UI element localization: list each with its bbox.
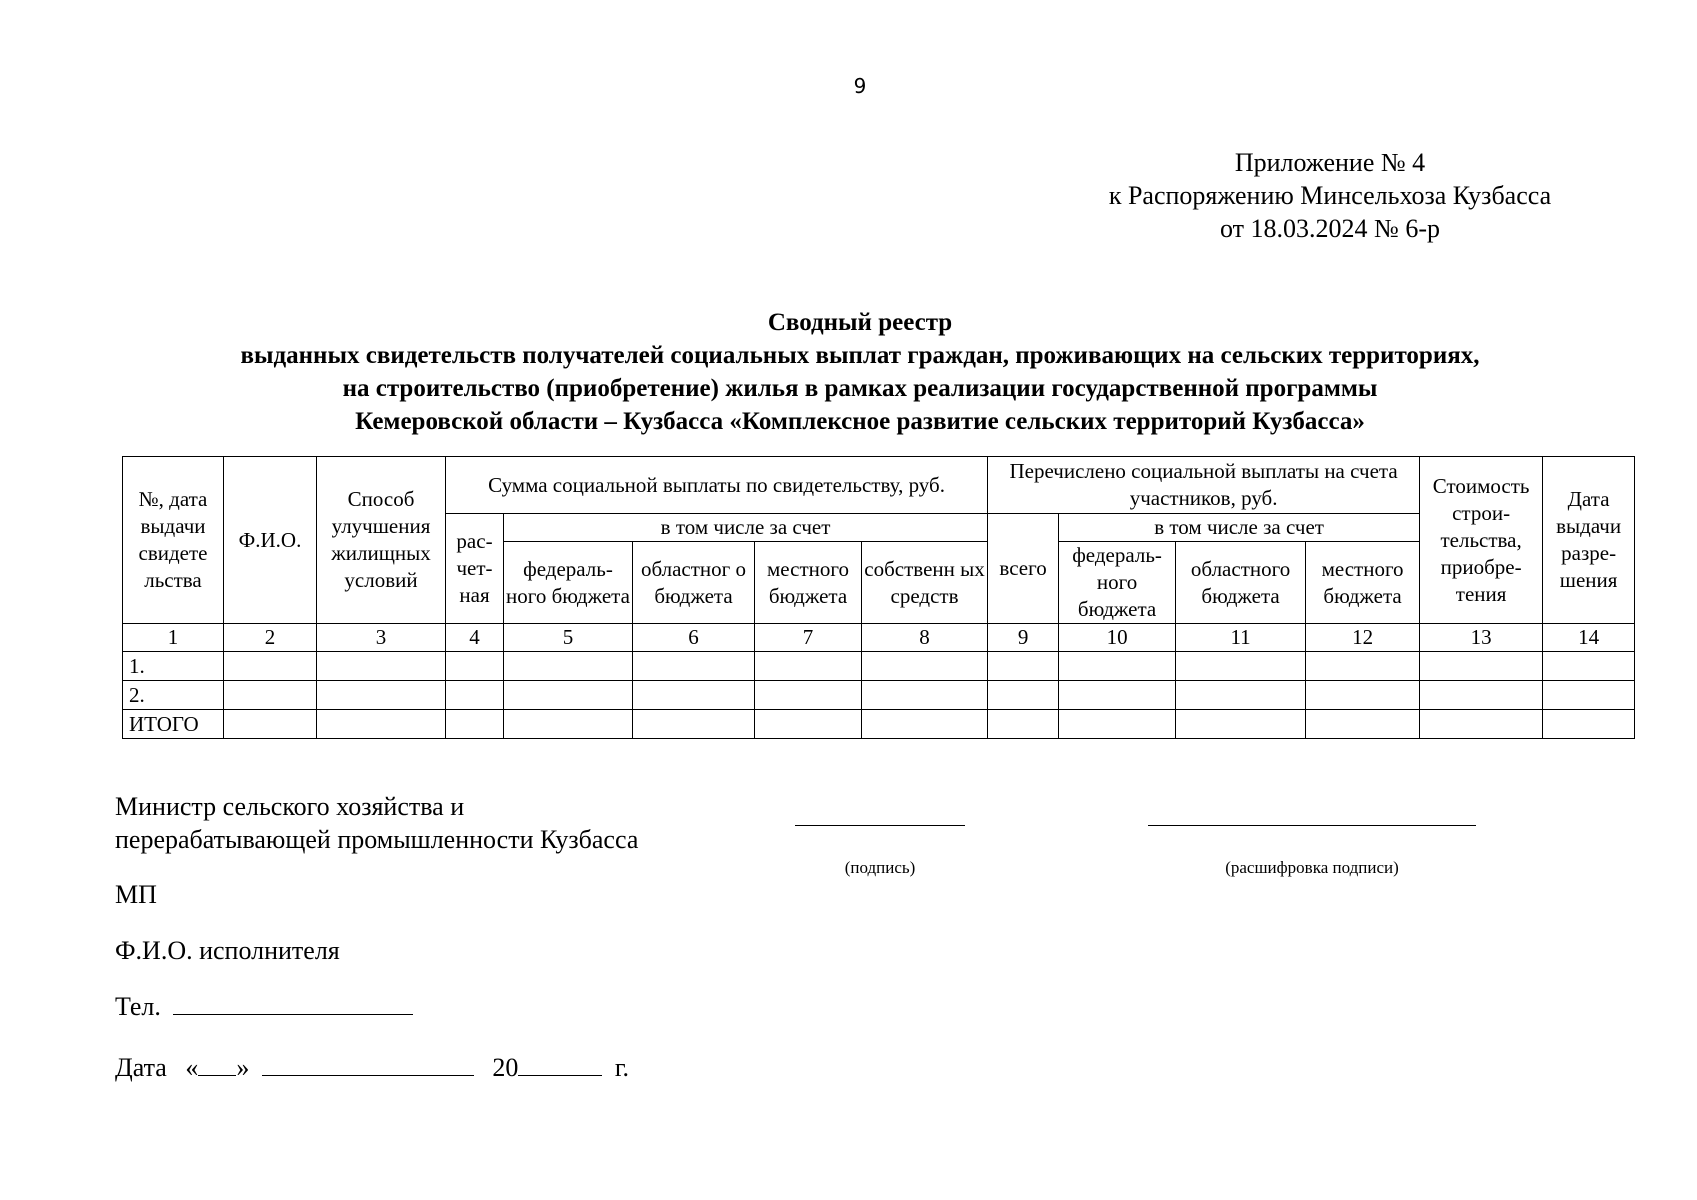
- table-cell[interactable]: [1420, 681, 1543, 710]
- column-number: 10: [1059, 624, 1176, 652]
- table-cell[interactable]: [1176, 652, 1306, 681]
- column-number: 4: [446, 624, 504, 652]
- column-number: 9: [988, 624, 1059, 652]
- column-number: 12: [1306, 624, 1420, 652]
- total-row: [123, 710, 1635, 739]
- appendix-line-2: к Распоряжению Минсельхоза Кузбасса: [1108, 181, 1552, 210]
- document-title: [100, 306, 1620, 438]
- year-suffix: г.: [614, 1053, 630, 1082]
- table-cell[interactable]: [317, 681, 446, 710]
- title-line-2: выданных свидетельств получателей социальных выплат граждан, проживающих на сельских территориях,: [240, 342, 1480, 369]
- column-number-row: [123, 624, 1635, 652]
- date-year-field[interactable]: [518, 1051, 602, 1076]
- table-cell[interactable]: [755, 710, 862, 739]
- header-regional-budget: областног о бюджета: [633, 542, 755, 624]
- minister-position-line-2: перерабатывающей промышленности Кузбасса: [115, 825, 639, 854]
- header-fio: Ф.И.О.: [224, 457, 317, 624]
- table-cell[interactable]: [504, 710, 633, 739]
- page-number: 9: [853, 74, 867, 98]
- table-cell[interactable]: [1176, 681, 1306, 710]
- table-cell[interactable]: [1059, 652, 1176, 681]
- table-cell[interactable]: [1306, 652, 1420, 681]
- header-permit-date: Дата выдачи разре-шения: [1543, 457, 1635, 624]
- header-cert-number-date: №, дата выдачи свидете льства: [123, 457, 224, 624]
- table-cell[interactable]: [1059, 710, 1176, 739]
- appendix-line-1: Приложение № 4: [1234, 148, 1426, 177]
- table-cell[interactable]: [988, 652, 1059, 681]
- phone-row: [115, 990, 413, 1023]
- header-transferred-group: Перечислено социальной выплаты на счета участников, руб.: [988, 457, 1420, 514]
- column-number: 2: [224, 624, 317, 652]
- table-cell[interactable]: [755, 681, 862, 710]
- date-day-field[interactable]: [198, 1051, 236, 1076]
- register-table: [122, 456, 1635, 739]
- header-own-funds: собственн ых средств: [862, 542, 988, 624]
- minister-position: [115, 790, 638, 856]
- column-number: 11: [1176, 624, 1306, 652]
- column-number: 8: [862, 624, 988, 652]
- table-row: [123, 652, 1635, 681]
- header-calculated: рас-чет-ная: [446, 514, 504, 624]
- table-cell[interactable]: [224, 681, 317, 710]
- table-cell[interactable]: [317, 652, 446, 681]
- table-cell[interactable]: [446, 681, 504, 710]
- date-month-field[interactable]: [262, 1051, 474, 1076]
- column-number: 7: [755, 624, 862, 652]
- date-label: Дата: [115, 1053, 167, 1082]
- table-cell[interactable]: [224, 710, 317, 739]
- signature-decode-caption: (расшифровка подписи): [1225, 858, 1399, 877]
- header-improvement-method: Способ улучшения жилищных условий: [317, 457, 446, 624]
- table-cell[interactable]: [1543, 681, 1635, 710]
- header-total: всего: [988, 514, 1059, 624]
- header-local-budget: местного бюджета: [755, 542, 862, 624]
- quote-close: »: [236, 1053, 250, 1082]
- table-cell[interactable]: [504, 652, 633, 681]
- table-cell[interactable]: [862, 681, 988, 710]
- table-cell[interactable]: [988, 681, 1059, 710]
- year-prefix: 20: [492, 1053, 519, 1082]
- column-number: 3: [317, 624, 446, 652]
- appendix-line-3: от 18.03.2024 № 6-р: [1220, 214, 1440, 243]
- header-transferred-local: местного бюджета: [1306, 542, 1420, 624]
- table-cell[interactable]: [988, 710, 1059, 739]
- column-number: 14: [1543, 624, 1635, 652]
- phone-label: Тел.: [115, 992, 161, 1021]
- table-cell[interactable]: [633, 652, 755, 681]
- column-number: 6: [633, 624, 755, 652]
- row-label-total: ИТОГО: [123, 710, 224, 739]
- signature-decode-line[interactable]: [1148, 825, 1476, 826]
- executor-label: Ф.И.О. исполнителя: [115, 936, 340, 965]
- row-label: 2.: [123, 681, 224, 710]
- title-line-4: Кемеровской области – Кузбасса «Комплексное развитие сельских территорий Кузбасса»: [355, 408, 1365, 435]
- table-cell[interactable]: [1306, 710, 1420, 739]
- date-row: [115, 1051, 629, 1084]
- table-cell[interactable]: [1059, 681, 1176, 710]
- table-cell[interactable]: [1420, 710, 1543, 739]
- table-cell[interactable]: [633, 681, 755, 710]
- table-cell[interactable]: [317, 710, 446, 739]
- row-label: 1.: [123, 652, 224, 681]
- header-federal-budget: федераль-ного бюджета: [504, 542, 633, 624]
- quote-open: «: [185, 1053, 199, 1082]
- table-cell[interactable]: [633, 710, 755, 739]
- stamp-label: МП: [115, 880, 157, 909]
- table-cell[interactable]: [755, 652, 862, 681]
- table-cell[interactable]: [1543, 710, 1635, 739]
- column-number: 5: [504, 624, 633, 652]
- signature-line[interactable]: [795, 825, 965, 826]
- column-number: 13: [1420, 624, 1543, 652]
- table-cell[interactable]: [862, 652, 988, 681]
- table-cell[interactable]: [862, 710, 988, 739]
- table-cell[interactable]: [446, 710, 504, 739]
- table-cell[interactable]: [224, 652, 317, 681]
- table-cell[interactable]: [504, 681, 633, 710]
- phone-field[interactable]: [173, 990, 413, 1015]
- header-payment-sum-group: Сумма социальной выплаты по свидетельству, руб.: [446, 457, 988, 514]
- signature-caption: (подпись): [844, 858, 916, 877]
- minister-position-line-1: Министр сельского хозяйства и: [115, 792, 465, 821]
- table-cell[interactable]: [446, 652, 504, 681]
- header-construction-cost: Стоимость строи-тельства, приобре-тения: [1420, 457, 1543, 624]
- table-cell[interactable]: [1543, 652, 1635, 681]
- table-cell[interactable]: [1420, 652, 1543, 681]
- column-number: 1: [123, 624, 224, 652]
- table-row: [123, 681, 1635, 710]
- header-transferred-regional: областного бюджета: [1176, 542, 1306, 624]
- title-line-3: на строительство (приобретение) жилья в рамках реализации государственной программы: [342, 375, 1378, 402]
- table-cell[interactable]: [1176, 710, 1306, 739]
- title-line-1: Сводный реестр: [767, 309, 953, 336]
- header-including-1: в том числе за счет: [504, 514, 988, 542]
- header-row-1: [123, 457, 1635, 514]
- header-including-2: в том числе за счет: [1059, 514, 1420, 542]
- appendix-header: [1040, 146, 1620, 245]
- header-transferred-federal: федераль-ного бюджета: [1059, 542, 1176, 624]
- table-cell[interactable]: [1306, 681, 1420, 710]
